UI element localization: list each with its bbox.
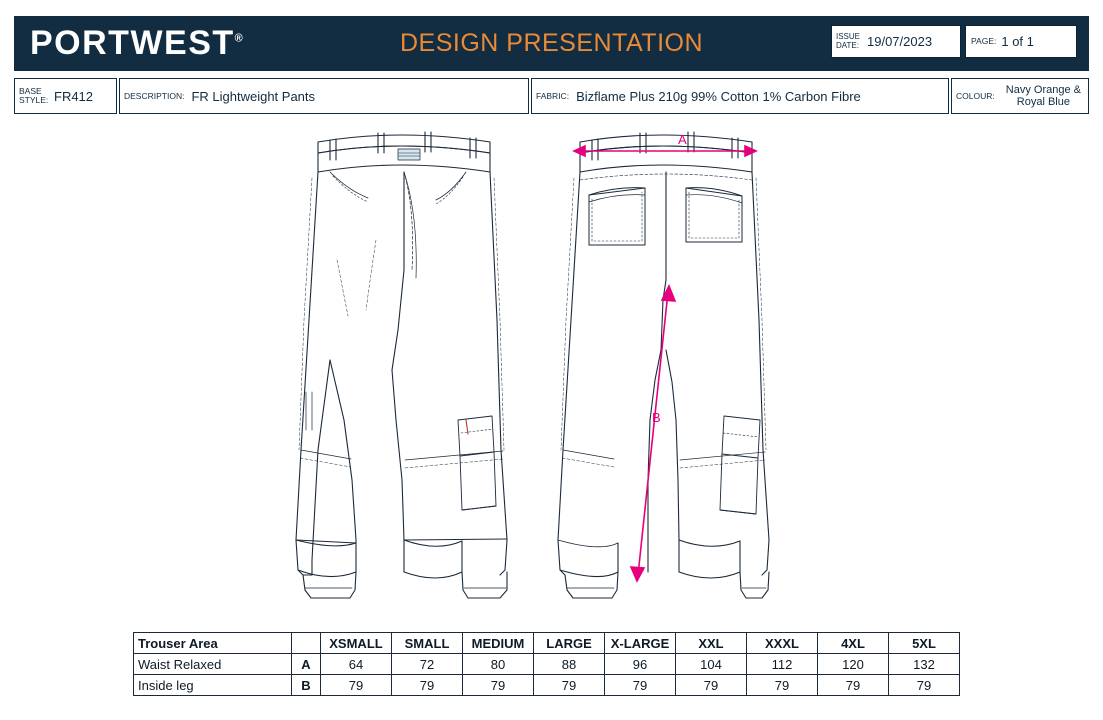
table-row [134,675,960,696]
description-cell [119,78,529,114]
inseam-xsmall: 79 [321,675,392,696]
row-label-waist-relaxed: Waist Relaxed [134,654,292,675]
dimension-b-arrow-bottom [631,567,644,581]
waist-small: 72 [392,654,463,675]
base-style-value: FR412 [54,88,94,104]
colour-cell [951,78,1089,114]
dimension-label-b: B [652,410,661,425]
header-4xl: 4XL [818,633,889,654]
header-xxxl: XXXL [747,633,818,654]
issue-date-label [836,33,862,50]
header-code [292,633,321,654]
base-style-cell [14,78,117,114]
base-style-label-line1: BASE [19,86,42,96]
page-label: PAGE: [971,36,997,46]
header-trouser-area: Trouser Area [134,633,292,654]
page-title: DESIGN PRESENTATION [399,29,704,57]
spec-info-row [14,78,1089,114]
table-header-row [134,633,960,654]
description-label: DESCRIPTION: [124,90,185,101]
waist-xsmall: 64 [321,654,392,675]
table-row [134,654,960,675]
measurement-table [133,632,960,696]
fabric-value: Bizflame Plus 210g 99% Cotton 1% Carbon Fibre [576,88,861,104]
front-view-drawing [296,132,507,598]
row-code-waist-relaxed: A [292,654,321,675]
inseam-small: 79 [392,675,463,696]
base-style-label-line2: STYLE: [19,95,49,105]
issue-date-label-line1: ISSUE [836,32,861,41]
dimension-a-arrow-right [745,146,756,156]
waist-xxl: 104 [676,654,747,675]
issue-date-box [831,25,961,58]
issue-date-value: 19/07/2023 [867,34,933,49]
inseam-large: 79 [534,675,605,696]
issue-date-label-line2: DATE: [836,40,859,50]
waist-medium: 80 [463,654,534,675]
waist-5xl: 132 [889,654,960,675]
inseam-5xl: 79 [889,675,960,696]
header-small: SMALL [392,633,463,654]
row-code-inside-leg: B [292,675,321,696]
base-style-label [19,87,47,105]
technical-drawings [0,120,1103,620]
logo-text: PORTWEST [30,24,235,62]
fabric-label: FABRIC: [536,90,570,101]
header-large: LARGE [534,633,605,654]
header-xlarge: X-LARGE [605,633,676,654]
header-medium: MEDIUM [463,633,534,654]
page-value: 1 of 1 [1001,34,1034,49]
waist-xxxl: 112 [747,654,818,675]
dimension-arrows [574,146,756,581]
header-bar [14,16,1089,71]
colour-value: Navy Orange & Royal Blue [1005,84,1081,108]
back-view-drawing [558,132,769,598]
fabric-cell [531,78,949,114]
waist-large: 88 [534,654,605,675]
header-5xl: 5XL [889,633,960,654]
portwest-logo [30,24,243,63]
inseam-xlarge: 79 [605,675,676,696]
waist-4xl: 120 [818,654,889,675]
description-value: FR Lightweight Pants [191,88,316,104]
logo-registered-mark: ® [234,32,243,45]
header-xsmall: XSMALL [321,633,392,654]
page-number-box [965,25,1077,58]
dimension-label-a: A [678,132,687,147]
inseam-xxl: 79 [676,675,747,696]
dimension-b-line [638,292,668,575]
inseam-xxxl: 79 [747,675,818,696]
row-label-inside-leg: Inside leg [134,675,292,696]
inseam-4xl: 79 [818,675,889,696]
inseam-medium: 79 [463,675,534,696]
trouser-illustrations-svg [0,120,1103,620]
colour-label: COLOUR: [956,90,995,101]
waist-xlarge: 96 [605,654,676,675]
header-xxl: XXL [676,633,747,654]
